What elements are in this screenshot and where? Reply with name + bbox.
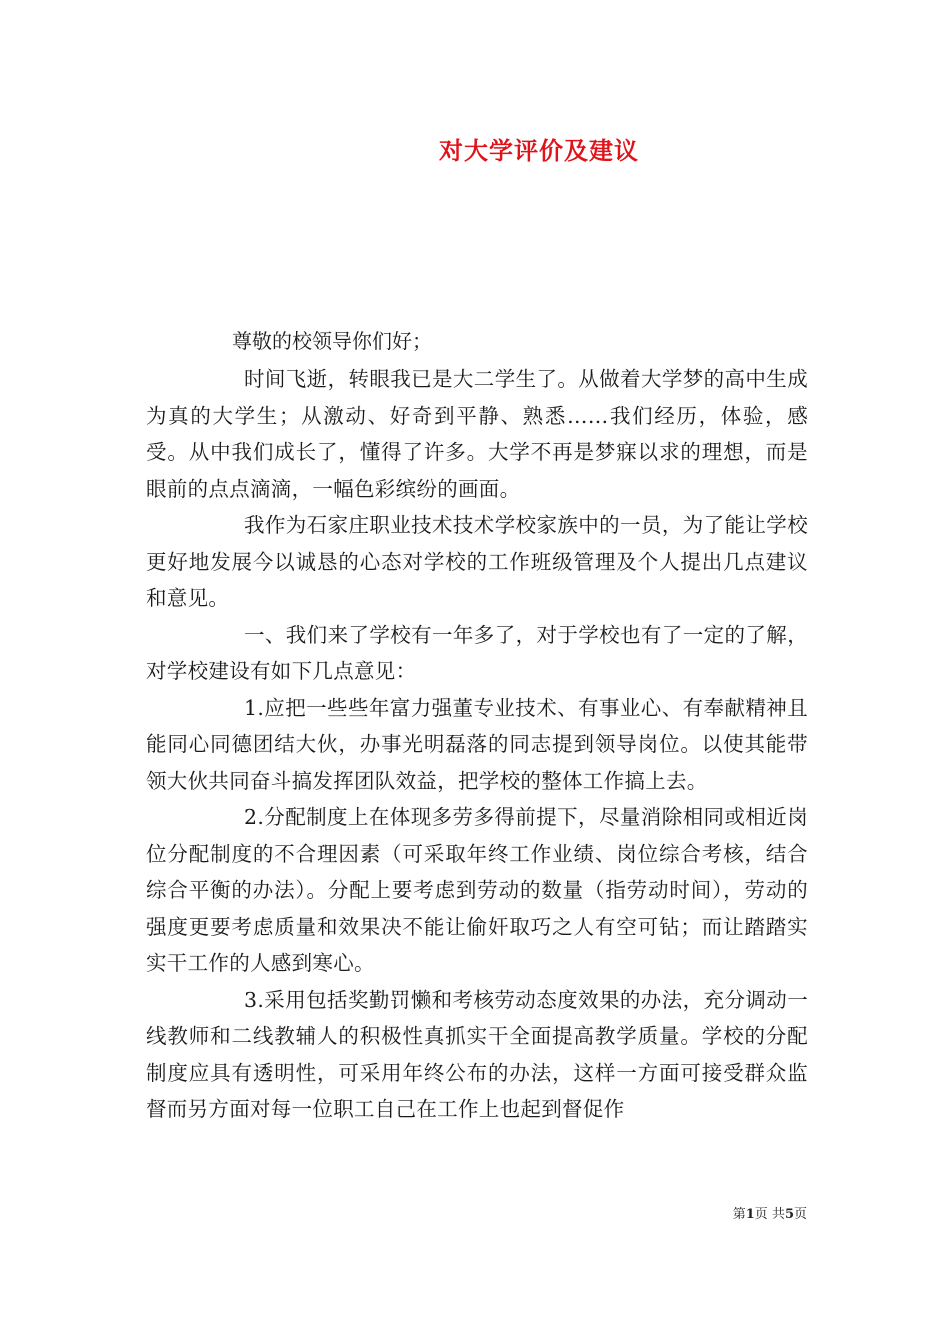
paragraph-item-1: 1.应把一些些年富力强董专业技术、有事业心、有奉献精神且能同心同德团结大伙，办事光明磊落的同志提到领导岗位。以使其能带领大伙共同奋斗搞发挥团队效益，把学校的整体工作搞上去。 xyxy=(146,695,808,793)
paragraph-purpose: 我作为石家庄职业技术技术学校家族中的一员，为了能让学校更好地发展今以诚恳的心态对学校的工作班级管理及个人提出几点建议和意见。 xyxy=(146,513,808,610)
page-number-footer xyxy=(733,1203,807,1222)
page-middle: 页 共 xyxy=(754,1207,785,1222)
paragraph-section-one: 一、我们来了学校有一年多了，对于学校也有了一定的了解，对学校建设有如下几点意见： xyxy=(146,622,808,683)
paragraph-item-3: 3.采用包括奖勤罚懒和考核劳动态度效果的办法，充分调动一线教师和二线教辅人的积极性真抓实干全面提高教学质量。学校的分配制度应具有透明性，可采用年终公布的办法，这样一方面可接受群众监督而另方面对每一位职工自己在工作上也起到督促作 xyxy=(146,987,808,1121)
greeting-line: 尊敬的校领导你们好； xyxy=(232,329,432,353)
page-prefix: 第 xyxy=(732,1207,746,1222)
paragraph-intro: 时间飞逝，转眼我已是大二学生了。从做着大学梦的高中生成为真的大学生；从激动、好奇到平静、熟悉……我们经历，体验，感受。从中我们成长了，懂得了许多。大学不再是梦寐以求的理想，而是眼前的点点滴滴，一幅色彩缤纷的画面。 xyxy=(146,367,808,501)
document-title: 对大学评价及建议 xyxy=(439,136,639,165)
document-body xyxy=(146,325,808,1128)
current-page-number: 1 xyxy=(745,1207,755,1222)
total-page-number: 5 xyxy=(784,1207,794,1222)
paragraph-item-2: 2.分配制度上在体现多劳多得前提下，尽量消除相同或相近岗位分配制度的不合理因素（可采取年终工作业绩、岗位综合考核，结合综合平衡的办法）。分配上要考虑到劳动的数量（指劳动时间），劳动的强度更要考虑质量和效果决不能让偷奸取巧之人有空可钻；而让踏踏实实干工作的人感到寒心。 xyxy=(146,805,808,975)
page-suffix: 页 xyxy=(793,1207,807,1222)
